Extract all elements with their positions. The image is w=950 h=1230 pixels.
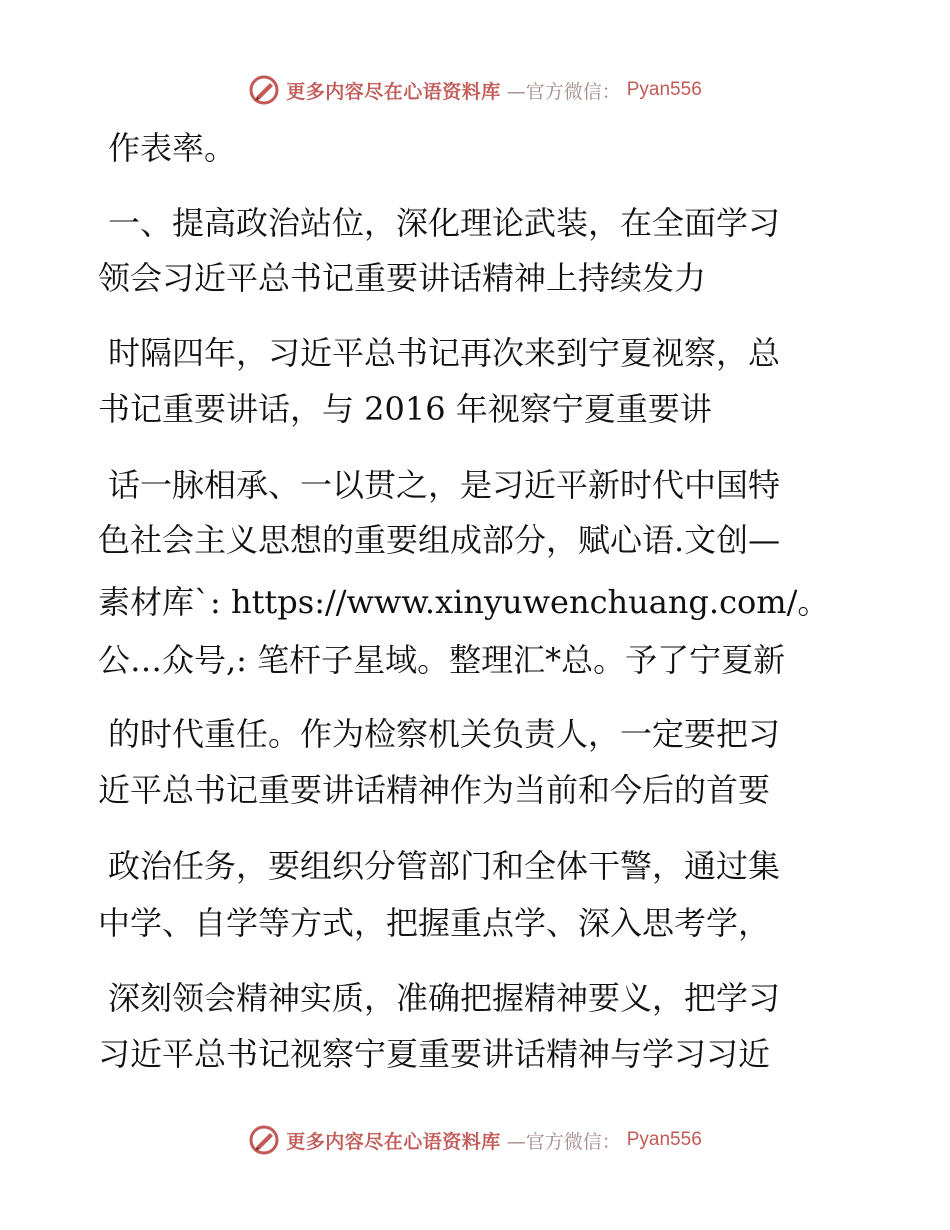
footer-banner-separator: —官方微信： xyxy=(506,1130,621,1153)
body-line: 时隔四年，习近平总书记再次来到宁夏视察，总 xyxy=(108,334,781,372)
body-line: 素材库`: https://www.xinyuwenchuang.com/。 xyxy=(98,583,830,621)
pen-logo-icon xyxy=(248,74,280,106)
body-line: 作表率。 xyxy=(108,129,237,167)
footer-banner-inner xyxy=(248,1124,702,1156)
pen-logo-icon xyxy=(248,1124,280,1156)
body-line: 色社会主义思想的重要组成部分，赋心语.文创— xyxy=(98,521,781,559)
header-banner xyxy=(0,70,950,110)
footer-banner xyxy=(0,1120,950,1160)
body-line: 近平总书记重要讲话精神作为当前和今后的首要 xyxy=(98,771,771,809)
body-line: 政治任务，要组织分管部门和全体干警，通过集 xyxy=(108,847,781,885)
footer-banner-wechat-id: Pyan556 xyxy=(626,1129,702,1150)
header-banner-wechat-id: Pyan556 xyxy=(626,79,702,100)
body-line: 公…众号,: 笔杆子星域。整理汇*总。予了宁夏新 xyxy=(98,641,786,679)
header-banner-separator: —官方微信： xyxy=(506,80,621,103)
body-line: 书记重要讲话，与 2016 年视察宁夏重要讲 xyxy=(98,390,712,428)
body-line: 深刻领会精神实质，准确把握精神要义，把学习 xyxy=(108,979,781,1017)
header-banner-title: 更多内容尽在心语资料库 xyxy=(286,80,501,103)
body-line: 习近平总书记视察宁夏重要讲话精神与学习习近 xyxy=(98,1035,771,1073)
footer-banner-title: 更多内容尽在心语资料库 xyxy=(286,1130,501,1153)
body-line: 领会习近平总书记重要讲话精神上持续发力 xyxy=(98,259,707,297)
body-line: 中学、自学等方式，把握重点学、深入思考学， xyxy=(98,904,771,942)
body-line: 话一脉相承、一以贯之，是习近平新时代中国特 xyxy=(108,466,781,504)
header-banner-inner xyxy=(248,74,702,106)
body-line: 一、提高政治站位，深化理论武装，在全面学习 xyxy=(108,204,781,242)
body-line: 的时代重任。作为检察机关负责人，一定要把习 xyxy=(108,715,781,753)
